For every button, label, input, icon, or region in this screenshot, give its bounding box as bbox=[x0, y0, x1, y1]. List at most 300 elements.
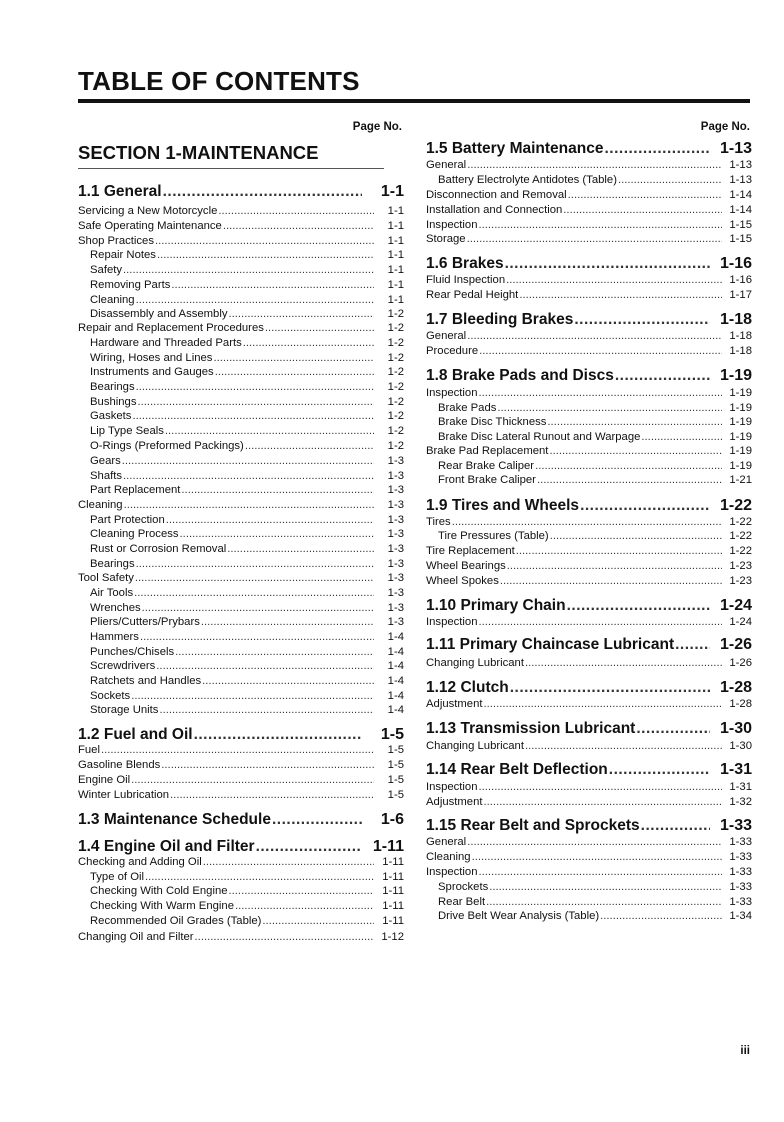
toc-subentry[interactable] bbox=[78, 366, 404, 378]
toc-entry[interactable] bbox=[426, 345, 752, 357]
toc-entry-title: 1.5 Battery Maintenance bbox=[426, 140, 604, 157]
toc-entry-title: Checking With Warm Engine bbox=[90, 900, 234, 912]
toc-entry-page: 1-33 bbox=[729, 881, 752, 893]
toc-entry-title: 1.14 Rear Belt Deflection bbox=[426, 761, 608, 778]
toc-entry-page: 1-4 bbox=[387, 631, 404, 643]
toc-entry-page: 1-23 bbox=[729, 560, 752, 572]
dot-leader bbox=[243, 337, 374, 349]
page-title: TABLE OF CONTENTS bbox=[78, 66, 360, 96]
toc-entry-title: 1.13 Transmission Lubricant bbox=[426, 720, 636, 737]
toc-entry-page: 1-2 bbox=[387, 337, 404, 349]
dot-leader bbox=[136, 381, 374, 393]
toc-entry-page: 1-3 bbox=[387, 455, 404, 467]
toc-entry-page: 1-3 bbox=[387, 572, 404, 584]
dot-leader bbox=[235, 900, 374, 912]
toc-entry-title: Repair Notes bbox=[90, 249, 156, 261]
toc-entry[interactable] bbox=[426, 516, 752, 528]
toc-entry-title: Changing Lubricant bbox=[426, 740, 524, 752]
toc-entry-title: Inspection bbox=[426, 387, 478, 399]
dot-leader bbox=[122, 455, 374, 467]
toc-entry-title: Inspection bbox=[426, 781, 478, 793]
toc-subentry[interactable] bbox=[78, 381, 404, 393]
toc-entry-title: Inspection bbox=[426, 866, 478, 878]
toc-entry-title: Fuel bbox=[78, 744, 100, 756]
dot-leader bbox=[472, 851, 722, 863]
toc-subentry[interactable] bbox=[78, 885, 404, 897]
dot-leader bbox=[574, 311, 710, 329]
toc-subentry[interactable] bbox=[78, 631, 404, 643]
toc-entry-title: Engine Oil bbox=[78, 774, 131, 786]
toc-subentry[interactable] bbox=[78, 646, 404, 658]
dot-leader bbox=[218, 205, 374, 217]
toc-entry-page: 1-33 bbox=[729, 896, 752, 908]
toc-entry-title: General bbox=[426, 159, 467, 171]
toc-entry-page: 1-22 bbox=[729, 516, 752, 528]
page-no-header: Page No. bbox=[700, 121, 750, 133]
toc-entry[interactable] bbox=[426, 330, 752, 342]
toc-entry-page: 1-2 bbox=[387, 308, 404, 320]
section-title: SECTION 1-MAINTENANCE bbox=[78, 142, 319, 163]
toc-entry-title: Brake Disc Lateral Runout and Warpage bbox=[438, 431, 641, 443]
toc-entry-title: Sockets bbox=[90, 690, 131, 702]
toc-subentry[interactable] bbox=[78, 587, 404, 599]
toc-entry-title: Disassembly and Assembly bbox=[90, 308, 228, 320]
dot-leader bbox=[486, 896, 722, 908]
toc-entry-page: 1-23 bbox=[729, 575, 752, 587]
toc-entry-title: Checking and Adding Oil bbox=[78, 856, 202, 868]
toc-entry-page: 1-2 bbox=[387, 381, 404, 393]
toc-entry[interactable] bbox=[426, 387, 752, 399]
toc-entry-title: Removing Parts bbox=[90, 279, 171, 291]
toc-entry-title: 1.8 Brake Pads and Discs bbox=[426, 367, 614, 384]
toc-entry-page: 1-14 bbox=[729, 189, 752, 201]
dot-leader bbox=[641, 431, 722, 443]
toc-entry-title: Rear Brake Caliper bbox=[438, 460, 535, 472]
toc-entry-page: 1-4 bbox=[387, 646, 404, 658]
toc-entry-title: Changing Oil and Filter bbox=[78, 931, 194, 943]
toc-section-heading[interactable] bbox=[426, 311, 752, 329]
toc-entry-title: 1.4 Engine Oil and Filter bbox=[78, 838, 255, 855]
toc-entry-page: 1-32 bbox=[729, 796, 752, 808]
toc-section-heading[interactable] bbox=[78, 811, 404, 829]
dot-leader bbox=[467, 836, 722, 848]
toc-entry-page: 1-11 bbox=[382, 856, 404, 868]
toc-subentry[interactable] bbox=[426, 431, 752, 443]
dot-leader bbox=[135, 572, 374, 584]
toc-entry-title: Brake Pads bbox=[438, 402, 497, 414]
toc-subentry[interactable] bbox=[78, 915, 404, 927]
toc-entry-title: O-Rings (Preformed Packings) bbox=[90, 440, 244, 452]
toc-entry-page: 1-1 bbox=[387, 279, 404, 291]
toc-subentry[interactable] bbox=[78, 558, 404, 570]
toc-entry-title: Tool Safety bbox=[78, 572, 134, 584]
toc-entry[interactable] bbox=[426, 575, 752, 587]
toc-subentry[interactable] bbox=[78, 396, 404, 408]
dot-leader bbox=[161, 759, 374, 771]
toc-entry-page: 1-11 bbox=[382, 900, 404, 912]
toc-entry[interactable] bbox=[78, 499, 404, 511]
toc-subentry[interactable] bbox=[78, 543, 404, 555]
toc-entry-page: 1-18 bbox=[719, 311, 752, 328]
dot-leader bbox=[165, 425, 374, 437]
title-rule bbox=[78, 99, 750, 103]
toc-entry-page: 1-1 bbox=[387, 249, 404, 261]
dot-leader bbox=[535, 460, 722, 472]
toc-entry-page: 1-2 bbox=[387, 425, 404, 437]
toc-entry-page: 1-2 bbox=[387, 366, 404, 378]
dot-leader bbox=[506, 274, 722, 286]
dot-leader bbox=[134, 587, 374, 599]
toc-entry-title: Repair and Replacement Procedures bbox=[78, 322, 264, 334]
toc-entry-title: Checking With Cold Engine bbox=[90, 885, 228, 897]
toc-entry-page: 1-19 bbox=[729, 402, 752, 414]
toc-section-heading[interactable] bbox=[426, 817, 752, 835]
dot-leader bbox=[510, 679, 710, 697]
toc-entry-title: Wiring, Hoses and Lines bbox=[90, 352, 213, 364]
dot-leader bbox=[265, 322, 374, 334]
dot-leader bbox=[525, 740, 722, 752]
toc-entry[interactable] bbox=[426, 616, 752, 628]
dot-leader bbox=[609, 761, 710, 779]
dot-leader bbox=[137, 396, 374, 408]
toc-entry-page: 1-22 bbox=[719, 497, 752, 514]
dot-leader bbox=[132, 410, 374, 422]
dot-leader bbox=[479, 219, 723, 231]
toc-entry[interactable] bbox=[78, 322, 404, 334]
toc-entry-title: Servicing a New Motorcycle bbox=[78, 205, 218, 217]
dot-leader bbox=[505, 255, 710, 273]
dot-leader bbox=[507, 560, 722, 572]
toc-subentry[interactable] bbox=[78, 690, 404, 702]
toc-entry-page: 1-11 bbox=[382, 871, 404, 883]
toc-entry-title: 1.7 Bleeding Brakes bbox=[426, 311, 574, 328]
dot-leader bbox=[484, 796, 722, 808]
toc-subentry[interactable] bbox=[78, 440, 404, 452]
toc-section-heading[interactable] bbox=[426, 720, 752, 738]
toc-entry-page: 1-31 bbox=[729, 781, 752, 793]
toc-entry-page: 1-21 bbox=[729, 474, 752, 486]
toc-section-heading[interactable] bbox=[426, 679, 752, 697]
toc-entry[interactable] bbox=[78, 220, 404, 232]
toc-entry-page: 1-28 bbox=[719, 679, 752, 696]
toc-subentry[interactable] bbox=[78, 249, 404, 261]
toc-subentry[interactable] bbox=[78, 528, 404, 540]
toc-subentry[interactable] bbox=[78, 425, 404, 437]
toc-entry-title: Brake Pad Replacement bbox=[426, 445, 549, 457]
dot-leader bbox=[170, 789, 374, 801]
toc-entry-page: 1-1 bbox=[387, 235, 404, 247]
toc-entry-title: Adjustment bbox=[426, 796, 483, 808]
toc-entry[interactable] bbox=[426, 796, 752, 808]
dot-leader bbox=[155, 235, 374, 247]
toc-section-heading[interactable] bbox=[426, 367, 752, 385]
toc-entry-title: General bbox=[426, 330, 467, 342]
toc-entry-title: Air Tools bbox=[90, 587, 134, 599]
toc-subentry[interactable] bbox=[78, 675, 404, 687]
dot-leader bbox=[467, 159, 722, 171]
toc-entry[interactable] bbox=[426, 233, 752, 245]
toc-entry-title: Brake Disc Thickness bbox=[438, 416, 547, 428]
dot-leader bbox=[618, 174, 722, 186]
dot-leader bbox=[131, 774, 374, 786]
toc-entry-page: 1-3 bbox=[387, 587, 404, 599]
toc-subentry[interactable] bbox=[78, 455, 404, 467]
toc-subentry[interactable] bbox=[78, 900, 404, 912]
toc-entry[interactable] bbox=[426, 189, 752, 201]
dot-leader bbox=[452, 516, 722, 528]
toc-entry[interactable] bbox=[426, 545, 752, 557]
toc-entry-page: 1-18 bbox=[729, 345, 752, 357]
toc-entry-title: Gasoline Blends bbox=[78, 759, 161, 771]
toc-entry[interactable] bbox=[426, 159, 752, 171]
toc-entry-page: 1-16 bbox=[719, 255, 752, 272]
dot-leader bbox=[229, 885, 374, 897]
toc-subentry[interactable] bbox=[78, 352, 404, 364]
dot-leader bbox=[489, 881, 722, 893]
toc-subentry[interactable] bbox=[78, 279, 404, 291]
toc-entry-page: 1-19 bbox=[719, 367, 752, 384]
dot-leader bbox=[229, 308, 375, 320]
toc-section-heading[interactable] bbox=[426, 140, 752, 158]
toc-entry-page: 1-5 bbox=[387, 789, 404, 801]
toc-entry-title: Type of Oil bbox=[90, 871, 144, 883]
toc-entry-title: 1.12 Clutch bbox=[426, 679, 509, 696]
dot-leader bbox=[467, 233, 722, 245]
toc-subentry[interactable] bbox=[78, 484, 404, 496]
toc-entry-page: 1-1 bbox=[387, 220, 404, 232]
toc-entry-title: Rear Pedal Height bbox=[426, 289, 519, 301]
toc-entry[interactable] bbox=[426, 657, 752, 669]
toc-subentry[interactable] bbox=[426, 460, 752, 472]
dot-leader bbox=[124, 499, 374, 511]
toc-subentry[interactable] bbox=[426, 881, 752, 893]
dot-leader bbox=[156, 660, 374, 672]
toc-section-heading[interactable] bbox=[426, 597, 752, 615]
toc-entry-title: Drive Belt Wear Analysis (Table) bbox=[438, 910, 600, 922]
toc-subentry[interactable] bbox=[78, 660, 404, 672]
dot-leader bbox=[180, 528, 374, 540]
dot-leader bbox=[163, 183, 362, 201]
toc-entry[interactable] bbox=[78, 856, 404, 868]
dot-leader bbox=[140, 631, 374, 643]
toc-entry-page: 1-15 bbox=[729, 219, 752, 231]
dot-leader bbox=[484, 698, 722, 710]
toc-entry-page: 1-1 bbox=[387, 294, 404, 306]
dot-leader bbox=[256, 838, 362, 856]
toc-entry[interactable] bbox=[78, 774, 404, 786]
toc-entry-page: 1-22 bbox=[729, 545, 752, 557]
toc-entry-page: 1-33 bbox=[729, 851, 752, 863]
toc-entry-title: Hammers bbox=[90, 631, 139, 643]
toc-entry[interactable] bbox=[426, 560, 752, 572]
toc-entry[interactable] bbox=[426, 836, 752, 848]
toc-entry[interactable] bbox=[78, 789, 404, 801]
toc-entry-title: Shafts bbox=[90, 470, 123, 482]
dot-leader bbox=[550, 530, 722, 542]
toc-entry[interactable] bbox=[78, 931, 404, 943]
dot-leader bbox=[537, 474, 722, 486]
dot-leader bbox=[194, 726, 362, 744]
dot-leader bbox=[175, 646, 374, 658]
toc-entry[interactable] bbox=[426, 698, 752, 710]
dot-leader bbox=[131, 690, 374, 702]
toc-subentry[interactable] bbox=[78, 470, 404, 482]
toc-entry-page: 1-14 bbox=[729, 204, 752, 216]
toc-entry-title: Hardware and Threaded Parts bbox=[90, 337, 242, 349]
toc-entry-page: 1-3 bbox=[387, 602, 404, 614]
toc-section-heading[interactable] bbox=[78, 183, 404, 201]
toc-subentry[interactable] bbox=[426, 174, 752, 186]
toc-subentry[interactable] bbox=[426, 416, 752, 428]
toc-entry[interactable] bbox=[78, 205, 404, 217]
toc-entry-title: Tire Replacement bbox=[426, 545, 515, 557]
toc-entry-page: 1-1 bbox=[387, 205, 404, 217]
dot-leader bbox=[636, 720, 710, 738]
dot-leader bbox=[245, 440, 374, 452]
toc-entry-page: 1-11 bbox=[382, 915, 404, 927]
toc-entry-page: 1-3 bbox=[387, 484, 404, 496]
dot-leader bbox=[500, 575, 722, 587]
toc-subentry[interactable] bbox=[78, 264, 404, 276]
toc-entry[interactable] bbox=[78, 235, 404, 247]
dot-leader bbox=[479, 781, 723, 793]
toc-entry-page: 1-12 bbox=[381, 931, 404, 943]
toc-entry-page: 1-2 bbox=[387, 440, 404, 452]
toc-entry-title: Cleaning bbox=[90, 294, 135, 306]
toc-entry[interactable] bbox=[426, 219, 752, 231]
toc-subentry[interactable] bbox=[78, 514, 404, 526]
toc-subentry[interactable] bbox=[78, 308, 404, 320]
dot-leader bbox=[563, 204, 722, 216]
toc-subentry[interactable] bbox=[78, 704, 404, 716]
dot-leader bbox=[568, 189, 722, 201]
dot-leader bbox=[201, 616, 374, 628]
toc-section-heading[interactable] bbox=[426, 761, 752, 779]
toc-entry[interactable] bbox=[426, 204, 752, 216]
toc-entry-title: Storage Units bbox=[90, 704, 159, 716]
toc-subentry[interactable] bbox=[78, 410, 404, 422]
toc-entry-title: Tire Pressures (Table) bbox=[438, 530, 549, 542]
toc-subentry[interactable] bbox=[78, 294, 404, 306]
toc-entry-title: Lip Type Seals bbox=[90, 425, 164, 437]
toc-subentry[interactable] bbox=[426, 402, 752, 414]
dot-leader bbox=[497, 402, 722, 414]
toc-entry-page: 1-30 bbox=[729, 740, 752, 752]
toc-entry-title: Fluid Inspection bbox=[426, 274, 506, 286]
toc-section-heading[interactable] bbox=[426, 497, 752, 515]
toc-entry-title: Punches/Chisels bbox=[90, 646, 175, 658]
toc-entry[interactable] bbox=[78, 759, 404, 771]
toc-entry[interactable] bbox=[426, 740, 752, 752]
dot-leader bbox=[272, 811, 362, 829]
toc-entry-page: 1-5 bbox=[380, 726, 404, 743]
toc-entry-page: 1-11 bbox=[372, 838, 404, 855]
toc-subentry[interactable] bbox=[78, 616, 404, 628]
toc-entry-title: Part Protection bbox=[90, 514, 165, 526]
dot-leader bbox=[479, 387, 723, 399]
toc-entry-page: 1-19 bbox=[729, 431, 752, 443]
toc-entry-title: Wheel Bearings bbox=[426, 560, 506, 572]
dot-leader bbox=[136, 294, 374, 306]
toc-entry-page: 1-1 bbox=[380, 183, 404, 200]
toc-entry-title: Ratchets and Handles bbox=[90, 675, 202, 687]
toc-subentry[interactable] bbox=[426, 530, 752, 542]
toc-entry-page: 1-4 bbox=[387, 704, 404, 716]
toc-entry-page: 1-6 bbox=[380, 811, 404, 828]
toc-entry-title: Pliers/Cutters/Prybars bbox=[90, 616, 200, 628]
toc-entry-title: 1.15 Rear Belt and Sprockets bbox=[426, 817, 640, 834]
toc-entry[interactable] bbox=[426, 851, 752, 863]
toc-entry[interactable] bbox=[426, 445, 752, 457]
toc-entry-title: Rear Belt bbox=[438, 896, 486, 908]
dot-leader bbox=[166, 514, 374, 526]
toc-entry-title: Wheel Spokes bbox=[426, 575, 499, 587]
toc-entry[interactable] bbox=[426, 866, 752, 878]
toc-entry-page: 1-15 bbox=[729, 233, 752, 245]
toc-entry-page: 1-3 bbox=[387, 528, 404, 540]
toc-entry-page: 1-3 bbox=[387, 470, 404, 482]
toc-subentry[interactable] bbox=[426, 910, 752, 922]
dot-leader bbox=[159, 704, 374, 716]
toc-entry[interactable] bbox=[78, 744, 404, 756]
toc-entry-title: Front Brake Caliper bbox=[438, 474, 536, 486]
toc-entry-title: Wrenches bbox=[90, 602, 141, 614]
toc-entry-page: 1-24 bbox=[719, 597, 752, 614]
toc-entry[interactable] bbox=[426, 274, 752, 286]
toc-entry-title: Cleaning bbox=[78, 499, 123, 511]
dot-leader bbox=[123, 264, 374, 276]
toc-entry-title: Changing Lubricant bbox=[426, 657, 524, 669]
toc-entry-title: Bushings bbox=[90, 396, 137, 408]
dot-leader bbox=[479, 616, 723, 628]
toc-subentry[interactable] bbox=[426, 896, 752, 908]
toc-entry-page: 1-3 bbox=[387, 616, 404, 628]
toc-entry[interactable] bbox=[426, 781, 752, 793]
dot-leader bbox=[525, 657, 722, 669]
toc-section-heading[interactable] bbox=[426, 255, 752, 273]
toc-entry-title: Rust or Corrosion Removal bbox=[90, 543, 227, 555]
dot-leader bbox=[641, 817, 710, 835]
dot-leader bbox=[171, 279, 374, 291]
toc-subentry[interactable] bbox=[426, 474, 752, 486]
toc-entry[interactable] bbox=[426, 289, 752, 301]
dot-leader bbox=[479, 345, 722, 357]
toc-entry-page: 1-4 bbox=[387, 660, 404, 672]
toc-section-heading[interactable] bbox=[78, 838, 404, 856]
toc-section-heading[interactable] bbox=[426, 636, 752, 654]
toc-entry-page: 1-18 bbox=[729, 330, 752, 342]
toc-subentry[interactable] bbox=[78, 337, 404, 349]
toc-entry-title: Cleaning bbox=[426, 851, 471, 863]
toc-entry-page: 1-2 bbox=[387, 396, 404, 408]
toc-entry-page: 1-28 bbox=[729, 698, 752, 710]
dot-leader bbox=[262, 915, 374, 927]
toc-subentry[interactable] bbox=[78, 871, 404, 883]
toc-section-heading[interactable] bbox=[78, 726, 404, 744]
toc-subentry[interactable] bbox=[78, 602, 404, 614]
toc-entry-page: 1-1 bbox=[387, 264, 404, 276]
dot-leader bbox=[101, 744, 374, 756]
dot-leader bbox=[195, 931, 374, 943]
dot-leader bbox=[203, 856, 374, 868]
dot-leader bbox=[675, 636, 710, 654]
dot-leader bbox=[136, 558, 374, 570]
toc-entry[interactable] bbox=[78, 572, 404, 584]
page-no-header: Page No. bbox=[352, 121, 402, 133]
toc-entry-page: 1-19 bbox=[729, 387, 752, 399]
toc-entry-title: General bbox=[426, 836, 467, 848]
toc-entry-title: Adjustment bbox=[426, 698, 483, 710]
